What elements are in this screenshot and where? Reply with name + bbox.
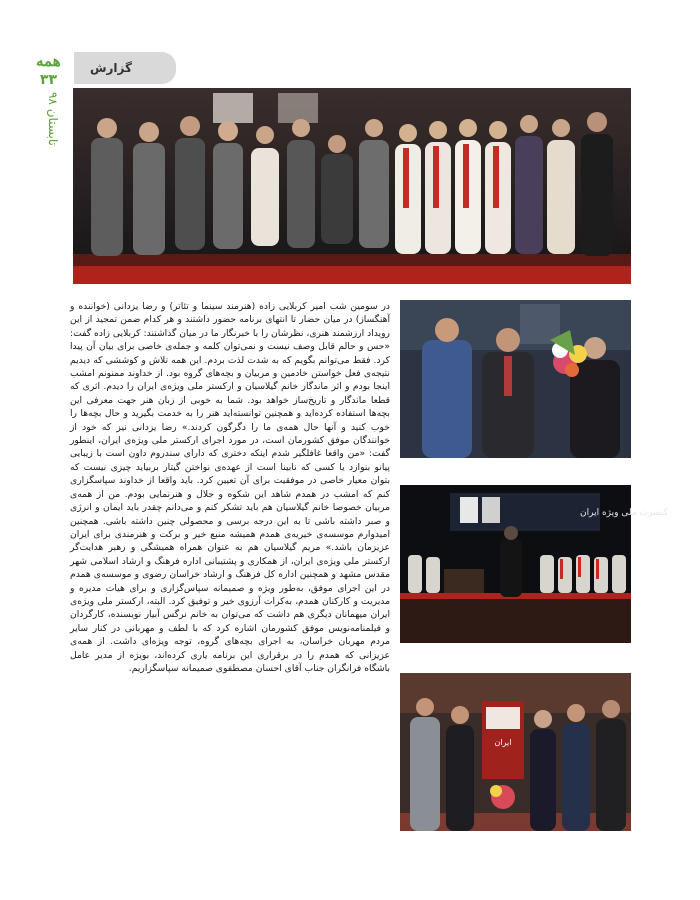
magazine-logo: همه bbox=[36, 52, 61, 70]
issue-date: تابستان ۹۸ bbox=[46, 92, 60, 146]
photo-guests-with-flowers bbox=[400, 300, 631, 458]
article-paragraph: در سومین شب امیر کربلایی زاده (هنرمند سینما و تئاتر) و رضا یزدانی (خواننده و آهنگساز) در میان حضار تا انتهای برنامه حضور داشتند و هر کدام ضمن تمجید از این رویداد ارزشمند هنری، نظرشان را با خبرنگار ما در میان گذاشتند: کربلایی زاده گفت: «حس و حالم قابل وصف نیست و نمی‌توان کلمه و جمله‌ی خاصی برای بیان آن پیدا کرد. فقط می‌توانم بگویم که به شدت لذت بردم. این همه تلاش و کوششی که دیدیم نتیجه‌ی فعل خواستن خادمین و مربیان و بچه‌های گروه بود. از خداوند ممنونم امشب اینجا بودم و اثر ماندگار خانم گیلاسیان و ارکستر ملی ویژه‌ی ایران را دیدم. اثری که قطعا ماندگار و تاریخ‌ساز خواهد بود. شما به خوبی از زبان هنر جهت معرفی این بچه‌ها استفاده کرده‌اید و همچنین توانسته‌اید هنر را به خدمت بگیرید و حال بچه‌ها را خوب کنید و آنها حال همه‌ی ما را دگرگون کردند.» رضا یزدانی نیز که خود از خوانندگان موفق کشورمان است، در مورد اجرای ارکستر ملی ویژه‌ی ایران، اینطور گفت: «من واقعا غافلگیر شدم اینکه دختری که دارای سندروم داون است با زیبایی پیانو بنوازد یا کسی که نابینا است از عهده‌ی نواختن گیتار بربیاید چیزی نیست که بتوان معیار خاصی در موفقیت برای آن تعیین کرد. باید واقعا از خداوند سپاسگزاری کنم که امشب در همدم شاهد این شکوه و جلال و هنرنمایی بودم. من از همه‌ی مربیان خصوصا خانم گیلاسیان هم باید تشکر کنم و می‌دانم چقدر باید ایمان و انرژی و صبر داشته باشی تا به این درجه برسی و محصولی چنین داشته باشی. همچنین امیدوارم موسسه‌ی خیریه‌ی همدم همیشه منبع خیر و برکت و هنرمندی برای ایران عزیزمان باشد.» مریم گیلاسیان هم به عنوان همراه همیشگی و رهبر هدایت‌گر ارکستر ملی ویژه‌ی ایران، از همکاری و پشتیبانی اداره فرهنگ و ارشاد اسلامی شهر مقدس مشهد و همچنین اداره کل فرهنگ و ارشاد خراسان رضوی و موسسه‌ی همدم در این اجرای موفق، به‌طور ویژه و صمیمانه سپاس‌گزاری و برای هیات مدیره و مدیریت و کارکنان همدم، به‌کرات آرزوی خیر و توفیق کرد. البته، ارکستر ملی ویژه‌ی ایران میهمانان دیگری هم داشت که می‌توان به خانم نرگس آبیار نویسنده، کارگردان و فیلمنامه‌نویس موفق کشورمان اشاره کرد که با لطف و مهربانی در کنار سایر مردم مهربان خراسان، به اجرای بچه‌های گروه، توجه ویژه‌ای داشت. از همه‌ی عزیزانی که همدم را در برقراری این برنامه یاری کرده‌اند، بویژه از مدیر عامل باشگاه فرانگران جناب آقای احسان مصطفوی صمیمانه سپاسگزاریم. bbox=[69, 301, 390, 674]
page-number: ۳۳ bbox=[40, 72, 58, 88]
article-body bbox=[70, 300, 390, 675]
photo-group-illustration bbox=[400, 673, 631, 831]
photo-group-with-poster bbox=[400, 673, 631, 831]
poster-text: ایران bbox=[494, 738, 512, 747]
photo-orchestra-illustration bbox=[400, 485, 668, 643]
hero-photo-illustration bbox=[73, 88, 631, 284]
stage-banner-text: کنسرت ملی ویژه ایران bbox=[580, 508, 668, 518]
section-tab bbox=[74, 52, 176, 84]
photo-orchestra-stage bbox=[400, 485, 668, 643]
section-label: گزارش bbox=[89, 61, 132, 75]
photo-guests-illustration bbox=[400, 300, 631, 458]
hero-photo bbox=[73, 88, 631, 284]
margin-strip bbox=[0, 0, 70, 900]
